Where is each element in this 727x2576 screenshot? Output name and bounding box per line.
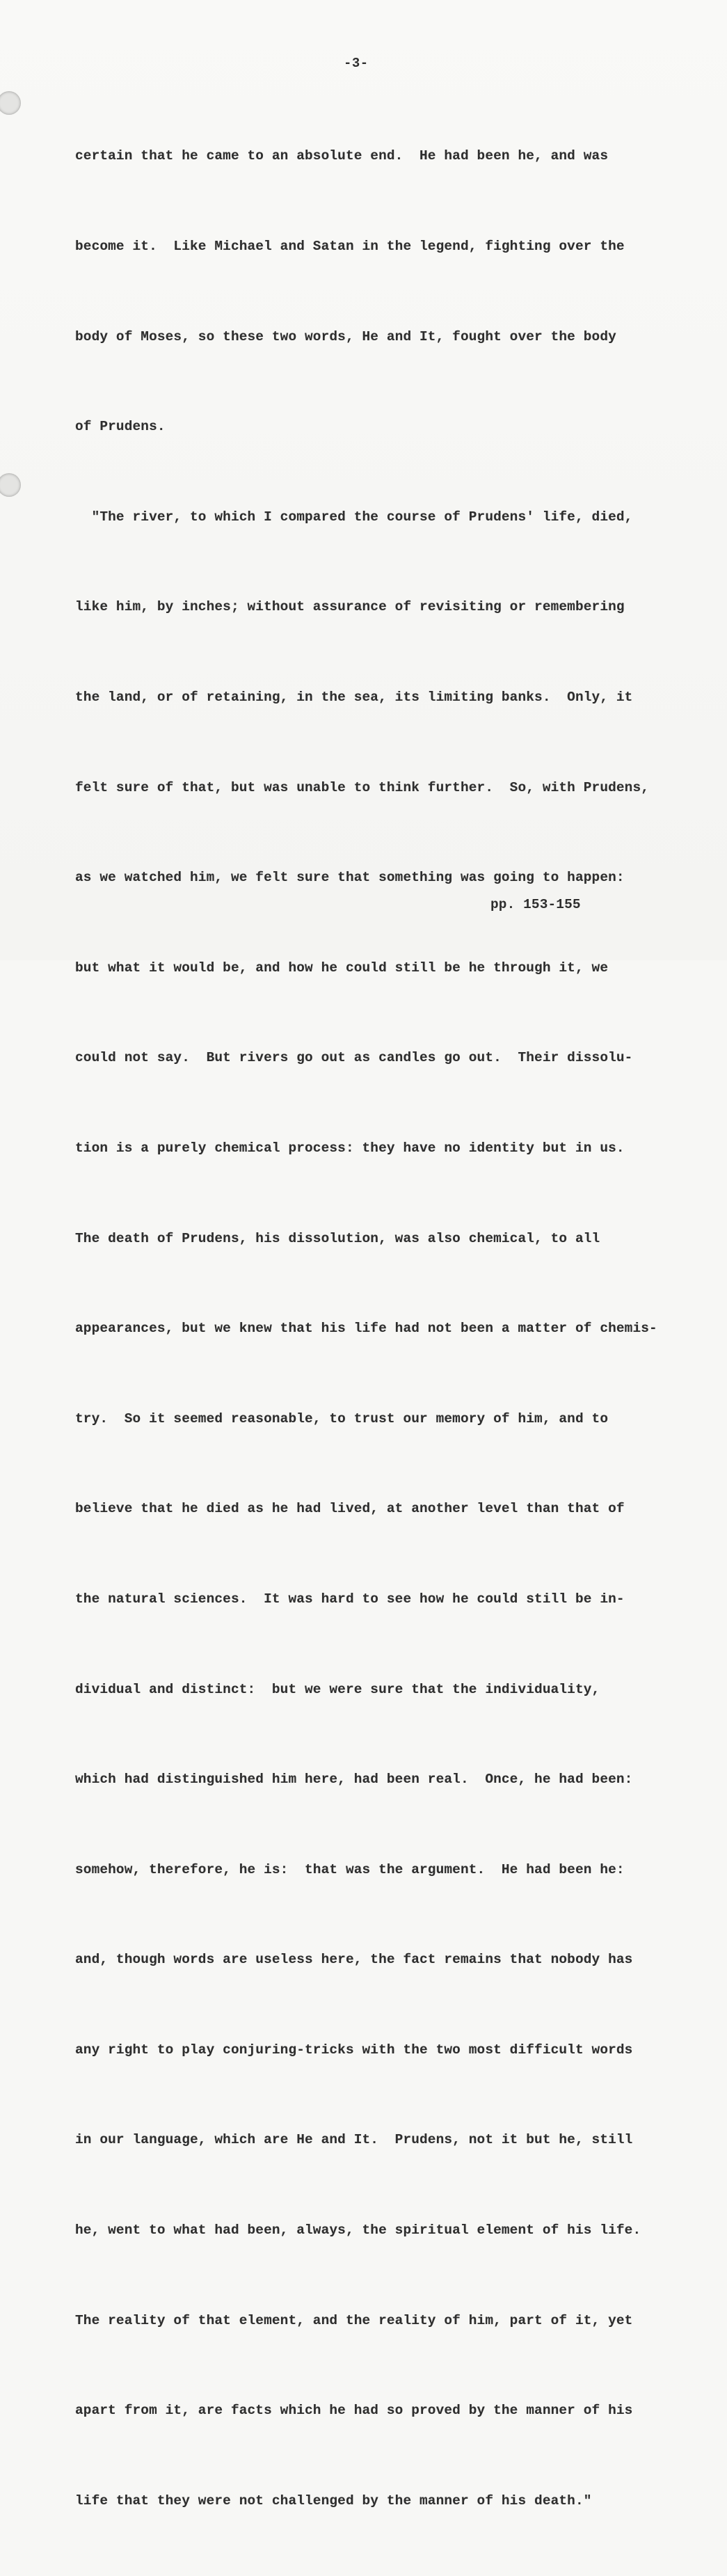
text-line: in our language, which are He and It. Prudens, not it but he, still bbox=[75, 2132, 633, 2148]
text-line: but what it would be, and how he could still be he through it, we bbox=[75, 960, 609, 976]
text-line: believe that he died as he had lived, at another level than that of bbox=[75, 1501, 625, 1517]
text-line: any right to play conjuring-tricks with the two most difficult words bbox=[75, 2042, 633, 2058]
text-line: The reality of that element, and the reality of him, part of it, yet bbox=[75, 2312, 633, 2328]
text-line: try. So it seemed reasonable, to trust our memory of him, and to bbox=[75, 1410, 609, 1426]
text-line: the natural sciences. It was hard to see how he could still be in- bbox=[75, 1591, 625, 1607]
page-citation: pp. 153-155 bbox=[490, 897, 581, 912]
punch-hole-top bbox=[0, 91, 21, 115]
text-line: of Prudens. bbox=[75, 419, 166, 435]
text-line: dividual and distinct: but we were sure that the individuality, bbox=[75, 1681, 600, 1697]
text-line: become it. Like Michael and Satan in the legend, fighting over the bbox=[75, 239, 625, 254]
punch-hole-middle bbox=[0, 473, 21, 497]
text-line: and, though words are useless here, the fact remains that nobody has bbox=[75, 1952, 633, 1968]
body-text bbox=[75, 81, 701, 2576]
text-line: somehow, therefore, he is: that was the argument. He had been he: bbox=[75, 1861, 625, 1877]
text-line: felt sure of that, but was unable to think further. So, with Prudens, bbox=[75, 779, 650, 795]
text-line: which had distinguished him here, had been real. Once, he had been: bbox=[75, 1772, 633, 1788]
text-line: tion is a purely chemical process: they have no identity but in us. bbox=[75, 1140, 625, 1156]
text-line: could not say. But rivers go out as candles go out. Their dissolu- bbox=[75, 1050, 633, 1066]
text-line: "The river, to which I compared the course of Prudens' life, died, bbox=[75, 509, 633, 525]
text-line: certain that he came to an absolute end. He had been he, and was bbox=[75, 148, 609, 164]
page-number: -3- bbox=[344, 56, 369, 71]
text-line: he, went to what had been, always, the spiritual element of his life. bbox=[75, 2223, 641, 2239]
text-line: The death of Prudens, his dissolution, was also chemical, to all bbox=[75, 1230, 600, 1246]
text-line: body of Moses, so these two words, He and It, fought over the body bbox=[75, 328, 616, 344]
text-line: apart from it, are facts which he had so proved by the manner of his bbox=[75, 2403, 633, 2419]
text-line: the land, or of retaining, in the sea, its limiting banks. Only, it bbox=[75, 689, 633, 705]
text-line: like him, by inches; without assurance of revisiting or remembering bbox=[75, 599, 625, 615]
text-line: as we watched him, we felt sure that something was going to happen: bbox=[75, 870, 625, 886]
text-line: appearances, but we knew that his life had not been a matter of chemis- bbox=[75, 1321, 657, 1337]
text-line: life that they were not challenged by the manner of his death." bbox=[75, 2492, 592, 2509]
